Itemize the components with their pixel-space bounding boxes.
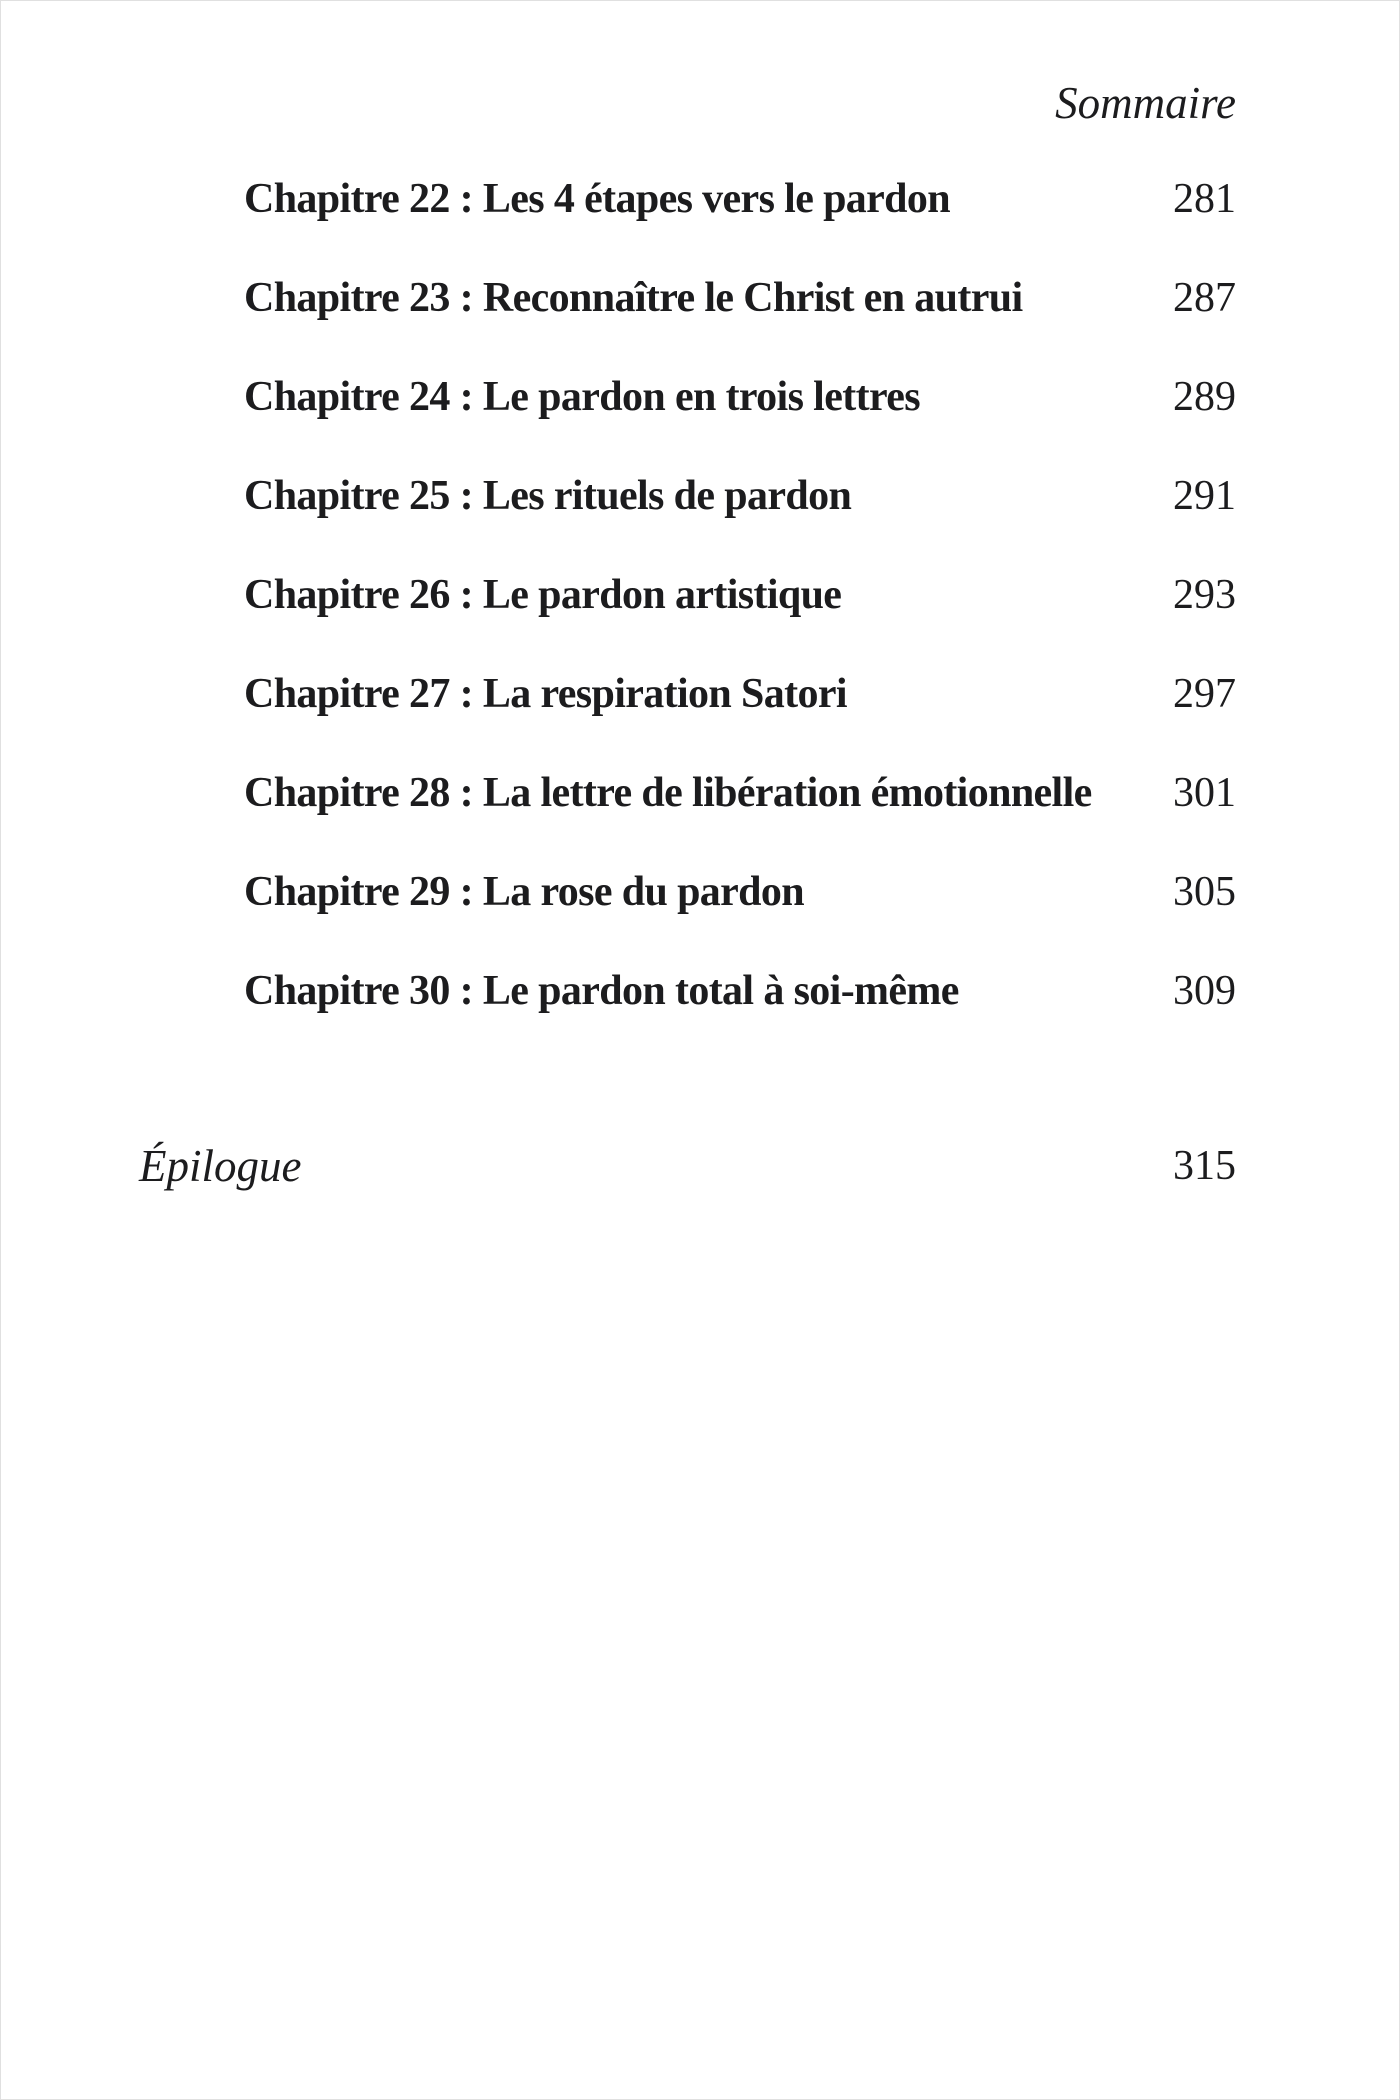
- toc-entry-page-number: 289: [1173, 373, 1236, 420]
- toc-entry-label: Chapitre 22 : Les 4 étapes vers le pardon: [244, 175, 951, 222]
- toc-entry-page-number: 301: [1173, 769, 1236, 816]
- toc-entry-page-number: 281: [1173, 175, 1236, 222]
- toc-entry-page-number: 291: [1173, 472, 1236, 519]
- toc-entry-label: Chapitre 30 : Le pardon total à soi-même: [244, 967, 959, 1014]
- page-header: [244, 79, 1236, 129]
- toc-entry-list: [244, 149, 1236, 1040]
- toc-entry-row: [244, 347, 1236, 446]
- toc-entry-label: Chapitre 29 : La rose du pardon: [244, 868, 805, 915]
- toc-entry-row: [244, 149, 1236, 248]
- toc-entry-page-number: 305: [1173, 868, 1236, 915]
- toc-entry-row: [244, 545, 1236, 644]
- toc-entry-row: [244, 644, 1236, 743]
- toc-entry-row: [244, 743, 1236, 842]
- epilogue-label: Épilogue: [139, 1140, 302, 1191]
- toc-entry-label: Chapitre 28 : La lettre de libération émotionnelle: [244, 769, 1092, 816]
- toc-entry-row: [244, 941, 1236, 1040]
- toc-entry-page-number: 293: [1173, 571, 1236, 618]
- toc-entry-row: [244, 446, 1236, 545]
- toc-entry-label: Chapitre 24 : Le pardon en trois lettres: [244, 373, 920, 420]
- toc-entry-label: Chapitre 25 : Les rituels de pardon: [244, 472, 852, 519]
- epilogue-page-number: 315: [1173, 1142, 1236, 1189]
- toc-entry-page-number: 297: [1173, 670, 1236, 717]
- page-title: Sommaire: [1055, 78, 1236, 128]
- epilogue-row: [139, 1116, 1236, 1215]
- toc-entry-page-number: 309: [1173, 967, 1236, 1014]
- toc-entry-row: [244, 248, 1236, 347]
- toc-entry-label: Chapitre 26 : Le pardon artistique: [244, 571, 842, 618]
- toc-entry-page-number: 287: [1173, 274, 1236, 321]
- toc-entry-label: Chapitre 23 : Reconnaître le Christ en autrui: [244, 274, 1023, 321]
- toc-entry-row: [244, 842, 1236, 941]
- toc-entry-label: Chapitre 27 : La respiration Satori: [244, 670, 847, 717]
